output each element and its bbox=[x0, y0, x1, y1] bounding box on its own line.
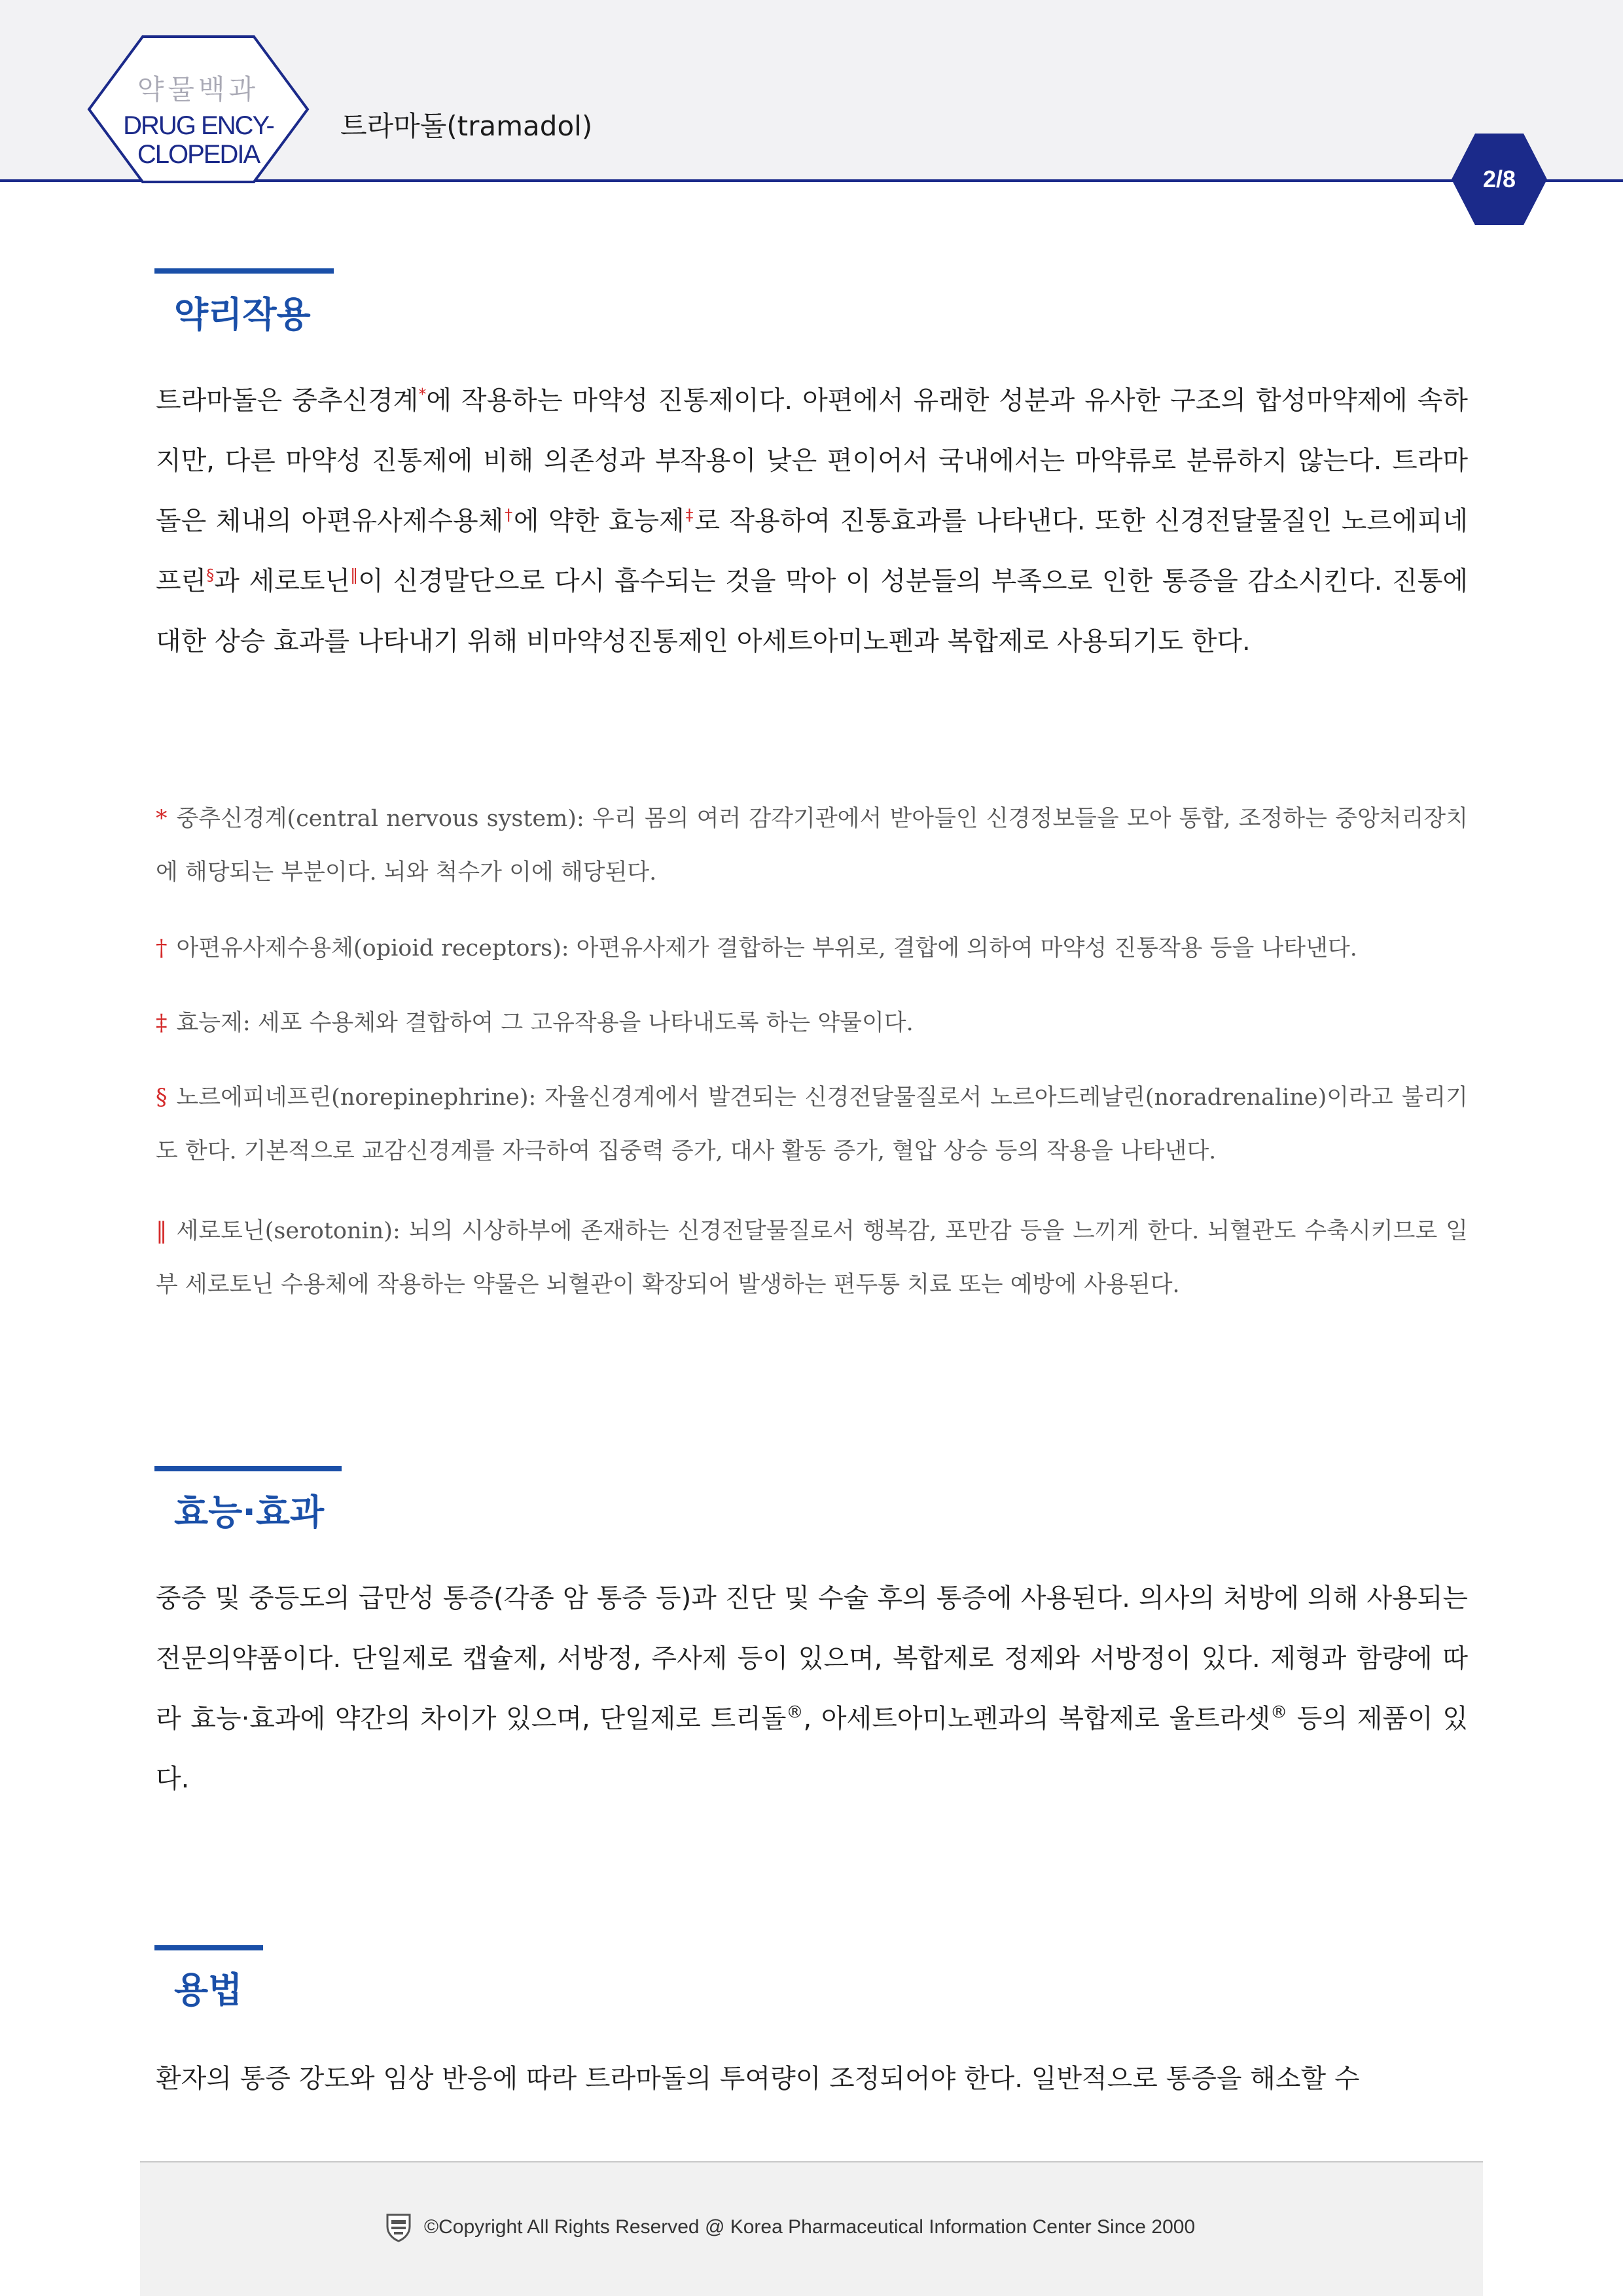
drug-encyclopedia-logo bbox=[84, 34, 313, 185]
section-title-efficacy: 효능·효과 bbox=[174, 1492, 325, 1533]
footnote-opioid-receptors: † 아편유사제수용체(opioid receptors): 아편유사제가 결합하는 부위로, 결합에 의하여 마약성 진통작용 등을 나타낸다. bbox=[156, 935, 1357, 961]
logo-korean-text: 약물백과 bbox=[137, 73, 260, 105]
logo-text-line2: CLOPEDIA bbox=[137, 140, 260, 169]
footnote-cns: * 중추신경계(central nervous system): 우리 몸의 여러 감각기관에서 받아들인 신경정보들을 모아 통합, 조정하는 중앙처리장치에 해당되는 부분이다. 뇌와 척수가 이에 해당된다. bbox=[156, 806, 1468, 886]
logo-text-line1: DRUG ENCY- bbox=[123, 111, 274, 140]
dosage-paragraph: 환자의 통증 강도와 임상 반응에 따라 트라마돌의 투여량이 조정되어야 한다. 일반적으로 통증을 해소할 수 bbox=[156, 2064, 1360, 2094]
footnote-ref-5: ‖ bbox=[350, 565, 359, 584]
footnote-norepinephrine: § 노르에피네프린(norepinephrine): 자율신경계에서 발견되는 신경전달물질로서 노르아드레날린(noradrenaline)이라고 불리기도 한다. 기본적으로 교감신경계를 자극하여 집중력 증가, 대사 활동 증가, 혈압 상승 등의 작용을 나타낸다. bbox=[156, 1085, 1468, 1164]
kpic-emblem-icon bbox=[383, 2212, 414, 2245]
page-number: 2/8 bbox=[1482, 166, 1516, 192]
section-title-pharmacology: 약리작용 bbox=[174, 294, 311, 335]
page-number-badge bbox=[1450, 132, 1548, 226]
footnote-ref-4: § bbox=[206, 565, 215, 584]
footnote-ref-1: * bbox=[418, 385, 427, 404]
footnote-serotonin: ‖ 세로토닌(serotonin): 뇌의 시상하부에 존재하는 신경전달물질로서 행복감, 포만감 등을 느끼게 한다. 뇌혈관도 수축시키므로 일부 세로토닌 수용체에 작용하는 약물은 뇌혈관이 확장되어 발생하는 편두통 치료 또는 예방에 사용된다. bbox=[156, 1218, 1468, 1298]
section-title-dosage: 용법 bbox=[174, 1969, 243, 2011]
pharmacology-paragraph: 트라마돌은 중추신경계*에 작용하는 마약성 진통제이다. 아편에서 유래한 성분과 유사한 구조의 합성마약제에 속하지만, 다른 마약성 진통제에 비해 의존성과 부작용이 낮은 편이어서 국내에서는 마약류로 분류하지 않는다. 트라마돌은 체내의 아편유사제수용체†에 약한 효능제‡로 작용하여 진통효과를 나타낸다. 또한 신경전달물질인 노르에피네프린§과 세로토닌‖이 신경말단으로 다시 흡수되는 것을 막아 이 성분들의 부족으로 인한 통증을 감소시킨다. 진통에 대한 상승 효과를 나타내기 위해 비마약성진통제인 아세트아미노펜과 복합제로 사용되기도 한다. bbox=[156, 385, 1468, 656]
registered-mark: ® bbox=[1270, 1702, 1288, 1723]
footnote-agonist: ‡ 효능제: 세포 수용체와 결합하여 그 고유작용을 나타내도록 하는 약물이다. bbox=[156, 1010, 914, 1036]
footnote-ref-2: † bbox=[503, 505, 514, 524]
section-bar-pharmacology bbox=[154, 268, 334, 274]
registered-mark: ® bbox=[786, 1702, 804, 1723]
document-title: 트라마돌(tramadol) bbox=[340, 110, 593, 142]
footnote-ref-3: ‡ bbox=[684, 505, 695, 524]
efficacy-paragraph: 중증 및 중등도의 급만성 통증(각종 암 통증 등)과 진단 및 수술 후의 통증에 사용된다. 의사의 처방에 의해 사용되는 전문의약품이다. 단일제로 캡슐제, 서방정, 주사제 등이 있으며, 복합제로 정제와 서방정이 있다. 제형과 함량에 따라 효능·효과에 약간의 차이가 있으며, 단일제로 트리돌®, 아세트아미노펜과의 복합제로 울트라셋® 등의 제품이 있다. bbox=[156, 1583, 1468, 1794]
copyright-text: ©Copyright All Rights Reserved @ Korea Pharmaceutical Information Center Since 2000 bbox=[424, 2216, 1196, 2238]
section-bar-efficacy bbox=[154, 1466, 342, 1471]
section-bar-dosage bbox=[154, 1945, 263, 1950]
